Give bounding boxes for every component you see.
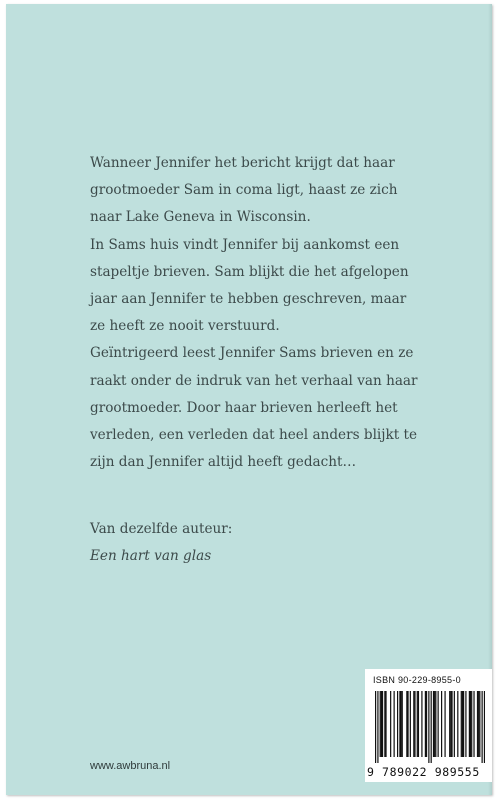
blurb-paragraph-2 — [90, 232, 420, 341]
barcode-bar — [478, 691, 479, 757]
barcode-bar — [449, 691, 450, 757]
barcode-bar — [399, 691, 400, 757]
barcode-bar — [418, 691, 419, 757]
blurb-line: In Sams huis vindt Jennifer bij aankomst een — [90, 236, 400, 253]
barcode-bar — [454, 691, 455, 757]
barcode-bar — [421, 691, 422, 757]
blurb-line: grootmoeder Sam in coma ligt, haast ze zich — [90, 182, 398, 199]
blurb-text — [90, 150, 420, 476]
barcode-bar — [384, 691, 385, 757]
barcode-bar — [426, 691, 427, 757]
blurb-line: grootmoeder. Door haar brieven herleeft het — [90, 399, 398, 416]
blurb-line: stapeltje brieven. Sam blijkt die het afgelopen — [90, 263, 409, 280]
barcode-bar — [479, 691, 480, 757]
barcode-bar — [482, 691, 483, 763]
barcode-bar — [407, 691, 408, 757]
barcode-bar — [406, 691, 407, 757]
isbn-barcode — [365, 669, 492, 782]
barcode-bar — [433, 691, 434, 757]
barcode-bar — [413, 691, 414, 757]
barcode-bar — [444, 691, 445, 757]
barcode-bar — [461, 691, 462, 757]
barcode-bar — [425, 691, 426, 757]
blurb-line: naar Lake Geneva in Wisconsin. — [90, 209, 311, 226]
blurb-line: raakt onder de indruk van het verhaal van haar — [90, 372, 418, 389]
barcode-bar — [397, 691, 398, 757]
barcode-bar — [471, 691, 472, 757]
barcode-bar — [417, 691, 418, 757]
book-back-cover — [6, 4, 492, 795]
blurb-line: verleden, een verleden dat heel anders blijkt te — [90, 427, 418, 444]
barcode-bar — [377, 691, 378, 763]
barcode-bar — [390, 691, 391, 757]
barcode-bar — [385, 691, 386, 757]
barcode-bar — [438, 691, 439, 757]
barcode-bars — [375, 691, 485, 763]
blurb-line: Wanneer Jennifer het bericht krijgt dat haar — [90, 155, 395, 171]
barcode-bar — [463, 691, 464, 757]
barcode-bar — [428, 691, 429, 763]
barcode-bar — [414, 691, 415, 757]
barcode-bar — [450, 691, 451, 757]
barcode-bar — [465, 691, 466, 757]
also-by-author — [90, 516, 232, 570]
barcode-bar — [402, 691, 403, 757]
barcode-bar — [477, 691, 478, 757]
barcode-bar — [462, 691, 463, 757]
blurb-line: zijn dan Jennifer altijd heeft gedacht… — [90, 454, 357, 471]
barcode-bar — [382, 691, 383, 757]
barcode-bar — [484, 691, 485, 763]
barcode-bar — [410, 691, 411, 757]
blurb-line: jaar aan Jennifer te hebben geschreven, maar — [90, 291, 407, 308]
barcode-bar — [457, 691, 458, 757]
blurb-line: ze heeft ze nooit verstuurd. — [90, 318, 280, 335]
barcode-bar — [451, 691, 452, 757]
barcode-bar — [470, 691, 471, 757]
barcode-bar — [375, 691, 376, 763]
barcode-bar — [473, 691, 474, 757]
barcode-bar — [469, 691, 470, 757]
barcode-bar — [400, 691, 401, 757]
barcode-bar — [380, 691, 381, 757]
barcode-bar — [394, 691, 395, 757]
ean-digits: 9 789022 989555 — [367, 765, 480, 779]
barcode-bar — [441, 691, 442, 757]
blurb-paragraph-1 — [90, 150, 420, 232]
publisher-url: www.awbruna.nl — [90, 760, 171, 772]
barcode-bar — [435, 691, 436, 757]
barcode-bar — [381, 691, 382, 757]
also-by-label: Van dezelfde auteur: — [90, 521, 233, 537]
barcode-bar — [434, 691, 435, 757]
barcode-bar — [431, 691, 432, 763]
blurb-paragraph-3 — [90, 340, 420, 476]
also-by-title: Een hart van glas — [90, 548, 212, 565]
isbn-label: ISBN 90-229-8955-0 — [373, 675, 461, 685]
blurb-line: Geïntrigeerd leest Jennifer Sams brieven en ze — [90, 345, 414, 362]
